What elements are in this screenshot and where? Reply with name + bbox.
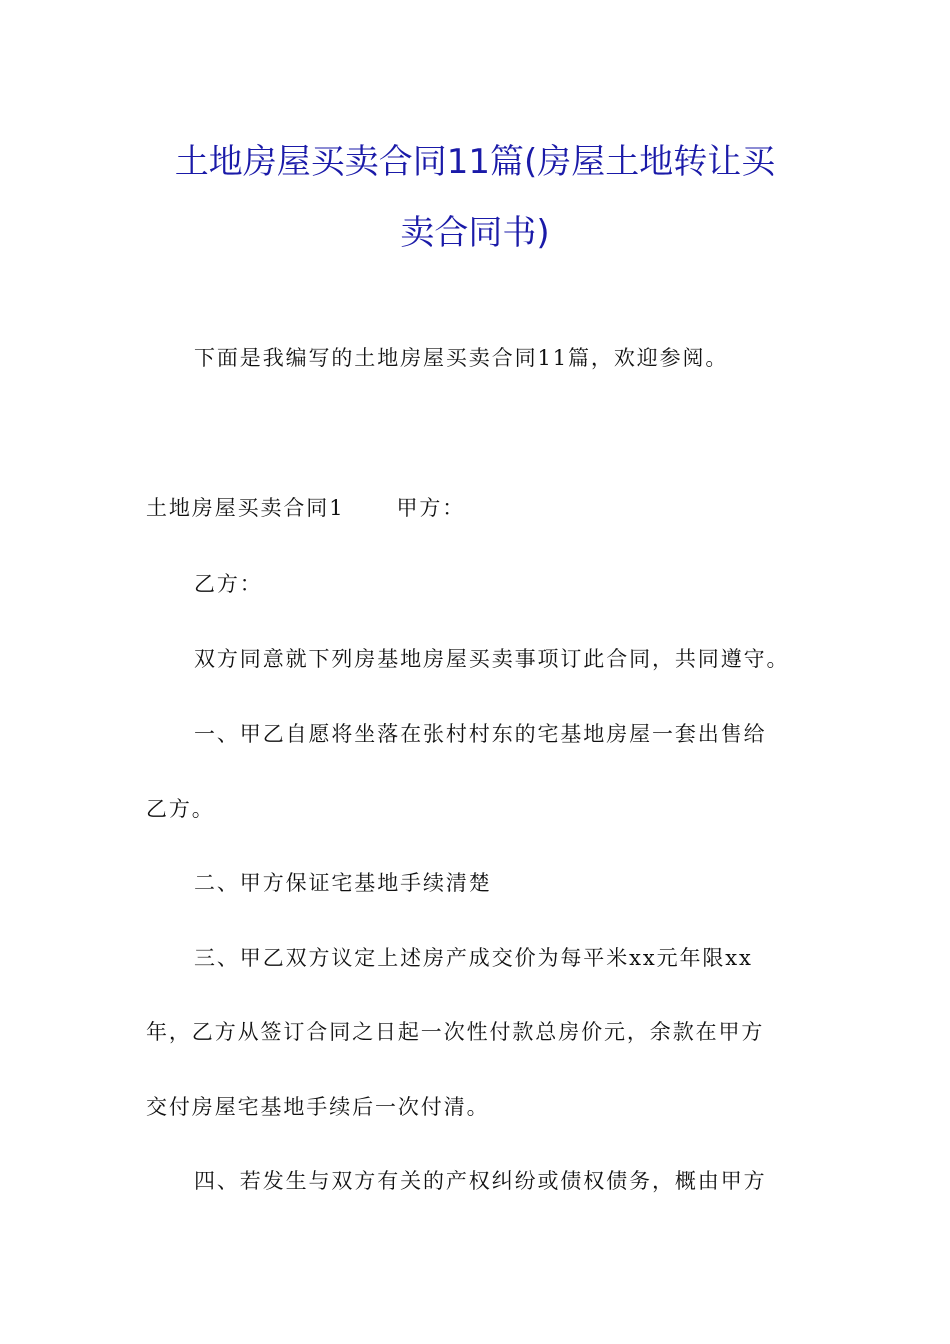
clause-1-line-1: 一、甲乙自愿将坐落在张村村东的宅基地房屋一套出售给 xyxy=(194,722,767,746)
contract-heading-row xyxy=(146,498,465,519)
party-b-label: 乙方： xyxy=(194,572,263,596)
agreement-paragraph: 双方同意就下列房基地房屋买卖事项订此合同，共同遵守。 xyxy=(194,647,790,671)
party-a-label: 甲方： xyxy=(396,496,466,520)
document-title-line-1: 土地房屋买卖合同11篇(房屋土地转让买 xyxy=(174,142,776,182)
document-title-line-2: 卖合同书) xyxy=(400,213,550,253)
clause-3-line-2: 年，乙方从签订合同之日起一次性付款总房价元，余款在甲方 xyxy=(146,1020,765,1044)
clause-1-line-2: 乙方。 xyxy=(146,797,215,821)
clause-3-line-3: 交付房屋宅基地手续后一次付清。 xyxy=(146,1095,490,1119)
clause-3-line-1: 三、甲乙双方议定上述房产成交价为每平米xx元年限xx xyxy=(194,946,753,970)
intro-paragraph: 下面是我编写的土地房屋买卖合同11篇，欢迎参阅。 xyxy=(194,346,729,370)
contract-heading: 土地房屋买卖合同1 xyxy=(146,496,345,520)
clause-2: 二、甲方保证宅基地手续清楚 xyxy=(194,871,492,895)
clause-4-line-1: 四、若发生与双方有关的产权纠纷或债权债务，概由甲方 xyxy=(194,1169,767,1193)
